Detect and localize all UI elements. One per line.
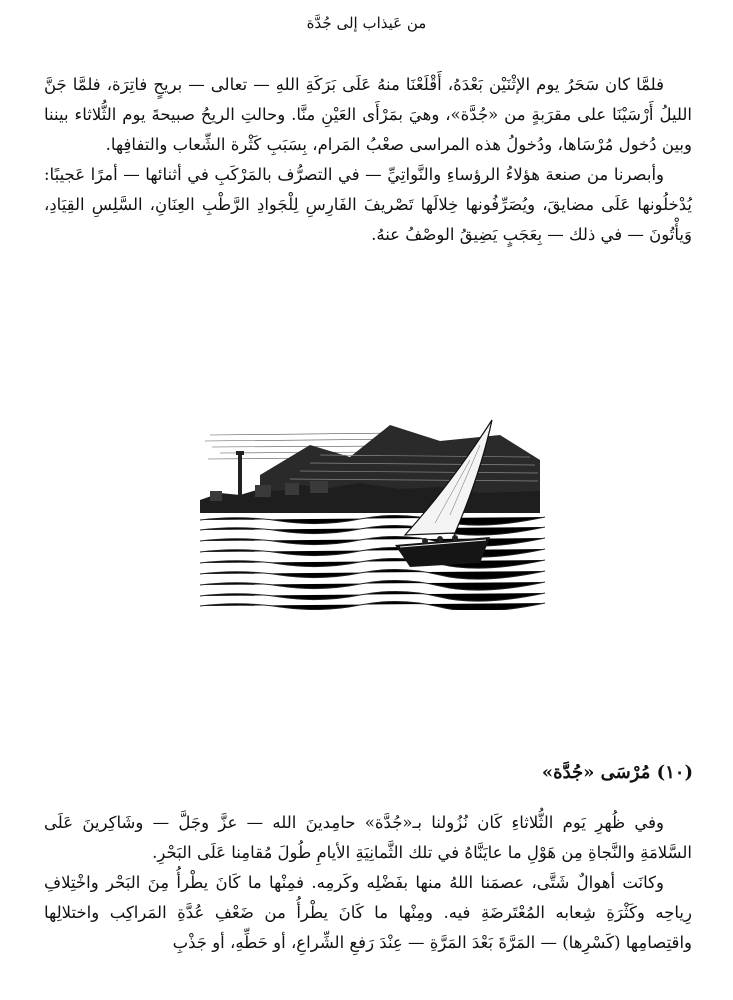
- paragraph-arrival-night: فلمَّا كان سَحَرُ يوم الإثْنَيْن بَعْدَهُ، أَقْلَعْنَا منهُ عَلَى بَرَكَةِ اللهِ — تعالى — بريحٍ فاتِرَة، فلمَّا جَنَّ الليلُ أَرْسَيْنَا على مقرَبةٍ من «جُدَّة»، وهيَ بمَرْأَى العَيْنِ منَّا. وحالتِ الريحُ صبيحةَ يوم الثُّلاثاء بيننا وبين دُخول مُرْسَاها، ودُخولُ هذه المراسى صعْبُ المَرام، بِسَبَبِ كَثْرة الشِّعاب والتفافِها.: [44, 75, 692, 154]
- running-head: من عَيذاب إلى جُدَّة: [306, 14, 427, 32]
- paragraph-sailors-skill: وأبصرنا من صنعة هؤلاءُ الرؤساءِ والنَّواتِيِّ — في التصرُّف بالمَرْكَبِ في أثنائها — أمرًا عَجيبًا: يُدْخلُونها عَلَى مضايقَ، ويُصَرِّفُونها خِلالَها تَصْريفَ الفَارِسِ لِلْجَوادِ الرَّطْبِ العِنَانِ، السَّلِسِ القِيَادِ، وَيأْتُونَ — في ذلك — بِعَجَبٍ يَضِيقُ الوصْفُ عنهُ.: [44, 165, 692, 244]
- top-paragraphs: [44, 70, 692, 250]
- sailboat-harbor-engraving: [200, 405, 545, 610]
- paragraph-landing-jeddah: وفي ظُهرِ يَوم الثُّلاثاءِ كَان نُزُولنا بـ«جُدَّة» حامِدينَ الله — عزَّ وجَلَّ — وشَاكِرينَ عَلَى السَّلامَةِ والنَّجاةِ مِن هَوْلِ ما عايَنَّاهُ في تلك الثَّمانِيَةِ الأيامِ طُولَ مُقامِنا عَلَى البَحْرِ.: [44, 813, 692, 862]
- bottom-paragraphs: [44, 808, 692, 958]
- section-heading: (١٠) مُرْسَى «جُدَّة»: [541, 762, 693, 783]
- paragraph-sea-terrors: وكانَت أهوالٌ شَتَّى، عصمَنا اللهُ منها بفَضْلِه وكَرمِه. فمِنْها ما كَانَ يطْرأُ مِنَ البَحْر واخْتِلافِ رِياحِه وكَثْرَةِ شِعابه المُعْتَرضَةِ فيه. ومِنْها ما كَانَ يطْرأُ من ضَعْفِ عُدَّةِ المَراكِب واختلالِها واقتِصامِها (كَسْرِها) — المَرَّةَ بَعْدَ المَرَّةِ — عِنْدَ رَفعِ الشِّراعِ، أو حَطِّهِ، أو جَذْبِ: [44, 873, 692, 952]
